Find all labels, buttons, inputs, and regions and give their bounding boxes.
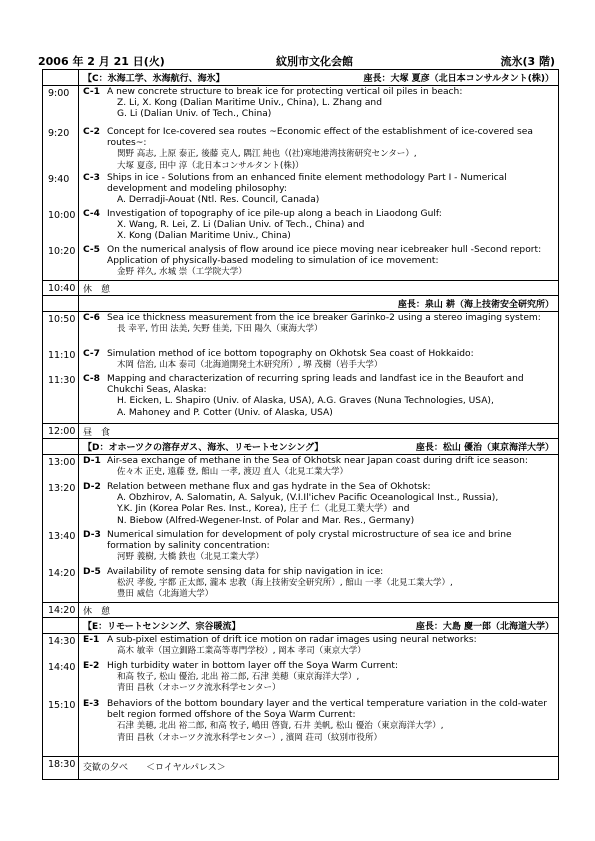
paper-authors: H. Eicken, L. Shapiro (Univ. of Alaska, USA), A.G. Graves (Nuna Technologies, USA), [117, 396, 494, 407]
paper-slot [43, 373, 558, 423]
paper-title: Investigation of topography of ice pile-up along a beach in Liaodong Gulf: [107, 209, 442, 219]
session-band [43, 295, 558, 312]
slot-time: 10:50 [43, 312, 79, 348]
paper-title: Concept for Ice-covered sea routes ~Economic effect of the establishment of ice-covered sea routes~: [107, 127, 533, 149]
session-title: 【C：氷海工学、氷海航行、海氷】 [83, 74, 225, 84]
slot-time: 14:40 [43, 660, 79, 698]
paper-title: A sub-pixel estimation of drift ice motion on radar images using neural networks: [107, 635, 477, 645]
paper-title: Behaviors of the bottom boundary layer and the vertical temperature variation in the cold-water belt region formed offshore of the Soya Warm Current: [107, 699, 547, 721]
paper-code: C-4 [83, 209, 100, 219]
break-time: 12:00 [43, 424, 79, 438]
paper-code: C-8 [83, 374, 100, 384]
paper-authors: 金野 祥久, 水城 崇（工学院大学） [117, 267, 247, 278]
paper-slot [43, 481, 558, 529]
paper-title: Air-sea exchange of methane in the Sea of Okhotsk near Japan coast during drift ice season: [107, 456, 528, 466]
paper-code: C-3 [83, 173, 100, 183]
paper-authors: 長 幸平, 竹田 法美, 矢野 佳美, 下田 陽久（東海大学） [117, 324, 323, 335]
slot-time: 13:40 [43, 529, 79, 566]
break-row [43, 280, 558, 295]
paper-code: C-6 [83, 313, 100, 323]
paper-slot [43, 698, 558, 756]
paper-code: E-1 [83, 635, 100, 645]
paper-slot [43, 86, 558, 126]
paper-authors: 大塚 夏彦, 田中 淳（北日本コンサルタント(株)） [117, 160, 304, 171]
paper-title: Relation between methane flux and gas hydrate in the Sea of Okhotsk: [107, 482, 431, 492]
paper-title: Mapping and characterization of recurring spring leads and landfast ice in the Beaufort and Chukchi Seas, Alaska: [107, 374, 524, 396]
paper-code: D-5 [83, 567, 101, 577]
paper-slot [43, 348, 558, 373]
slot-time: 13:00 [43, 455, 79, 481]
event-date: 2006 年 2 月 21 日(火) [38, 55, 165, 68]
paper-title: High turbidity water in bottom layer off the Soya Warm Current: [107, 661, 399, 671]
paper-authors: 木岡 信治, 山本 泰司（北海道開発土木研究所）, 堺 茂樹（岩手大学） [117, 360, 383, 371]
slot-time: 15:10 [43, 698, 79, 756]
paper-title: A new concrete structure to break ice for protecting vertical oil piles in beach: [107, 87, 463, 97]
paper-slot [43, 529, 558, 566]
paper-code: E-2 [83, 661, 100, 671]
schedule-table [42, 69, 559, 780]
session-band [43, 70, 558, 86]
session-band [43, 617, 558, 634]
slot-time: 14:30 [43, 634, 79, 660]
slot-time: 11:30 [43, 373, 79, 423]
paper-authors: 河野 義樹, 大橋 鉄也（北見工業大学） [117, 552, 264, 563]
paper-code: C-7 [83, 349, 100, 359]
session-chair: 座長：泉山 耕（海上技術安全研究所） [397, 300, 554, 310]
slot-time: 9:40 [43, 172, 79, 208]
break-time: 14:20 [43, 603, 79, 617]
slot-time: 9:20 [43, 126, 79, 172]
slot-time: 13:20 [43, 481, 79, 529]
paper-slot [43, 660, 558, 698]
session-chair: 座長：松山 優治（東京海洋大学） [415, 443, 554, 453]
break-row [43, 602, 558, 617]
paper-authors: 和高 牧子, 松山 優治, 北出 裕二郎, 石津 美穂（東京海洋大学）, [117, 672, 360, 683]
slot-time: 10:20 [43, 244, 79, 280]
paper-code: D-2 [83, 482, 101, 492]
paper-authors: 松沢 孝俊, 宇都 正太郎, 瀧本 忠教（海上技術安全研究所）, 館山 一孝（北見工業大学）, [117, 578, 453, 589]
paper-code: D-1 [83, 456, 101, 466]
paper-slot [43, 208, 558, 244]
paper-authors: 佐々木 正史, 遠藤 登, 館山 一孝, 渡辺 直人（北見工業大学） [117, 467, 349, 478]
paper-authors: 関野 高志, 上原 泰正, 後藤 克人, 隅江 純也（(社)寒地港湾技術研究センター）, [117, 149, 417, 160]
session-title: 【D：オホーツクの溶存ガス、海氷、リモートセンシング】 [83, 443, 324, 453]
paper-slot [43, 566, 558, 602]
session-chair: 座長：大島 慶一郎（北海道大学） [415, 622, 554, 632]
break-row [43, 423, 558, 438]
paper-code: E-3 [83, 699, 100, 709]
paper-authors: Y.K. Jin (Korea Polar Res. Inst., Korea), 庄子 仁（北見工業大学）and [117, 504, 410, 515]
paper-title: Ships in ice - Solutions from an enhanced finite element methodology Part I - Numerical development and modeling philosophy: [107, 173, 507, 195]
session-title: 【E：リモートセンシング、宗谷暖流】 [83, 622, 241, 632]
break-label: 休 憩 [83, 607, 111, 617]
paper-authors: 高木 敏幸（国立釧路工業高等専門学校）, 岡本 孝司（東京大学） [117, 646, 366, 657]
paper-slot [43, 312, 558, 348]
paper-slot [43, 126, 558, 172]
banquet-label: 交歓の夕べ ＜ロイヤルパレス＞ [83, 763, 226, 773]
paper-authors: G. Li (Dalian Univ. of Tech., China) [117, 109, 272, 120]
paper-authors: X. Wang, R. Lei, Z. Li (Dalian Univ. of Tech., China) and [117, 220, 365, 231]
paper-authors: Z. Li, X. Kong (Dalian Maritime Univ., China), L. Zhang and [117, 98, 382, 109]
break-label: 休 憩 [83, 285, 111, 295]
break-time: 10:40 [43, 281, 79, 295]
slot-time: 9:00 [43, 86, 79, 126]
break-time: 18:30 [43, 757, 79, 779]
venue-name: 紋別市文化会館 [276, 55, 353, 68]
paper-slot [43, 244, 558, 280]
paper-code: C-1 [83, 87, 100, 97]
slot-time: 11:10 [43, 348, 79, 373]
paper-authors: 豊田 威信（北海道大学） [117, 589, 214, 600]
session-chair: 座長：大塚 夏彦（北日本コンサルタント(株)） [363, 74, 554, 84]
paper-authors: 石津 美穂, 北出 裕二郎, 和高 牧子, 嶋田 啓資, 石井 美帆, 松山 優治（東京海洋大学）, [117, 721, 444, 732]
session-band [43, 438, 558, 455]
paper-title: Simulation method of ice bottom topography on Okhotsk Sea coast of Hokkaido: [107, 349, 474, 359]
paper-authors: 青田 昌秋（オホーツク流氷科学センター） [117, 683, 281, 694]
paper-title: Sea ice thickness measurement from the ice breaker Garinko-2 using a stereo imaging system: [107, 313, 541, 323]
paper-slot [43, 455, 558, 481]
paper-authors: N. Biebow (Alfred-Wegener-Inst. of Polar and Mar. Res., Germany) [117, 515, 415, 526]
paper-title: On the numerical analysis of flow around ice piece moving near icebreaker hull -Second report: Application of physically-based modeling to simulation of ice movement: [107, 245, 542, 267]
paper-authors: A. Derradji-Aouat (Ntl. Res. Council, Canada) [117, 195, 320, 206]
paper-slot [43, 634, 558, 660]
room-name: 流氷(3 階) [500, 55, 555, 68]
paper-code: C-5 [83, 245, 100, 255]
page-header [36, 53, 559, 69]
slot-time: 14:20 [43, 566, 79, 602]
paper-code: C-2 [83, 127, 100, 137]
slot-time: 10:00 [43, 208, 79, 244]
paper-slot [43, 172, 558, 208]
paper-authors: A. Mahoney and P. Cotter (Univ. of Alaska, USA) [117, 407, 333, 418]
paper-authors: X. Kong (Dalian Maritime Univ., China) [117, 231, 291, 242]
paper-authors: 青田 昌秋（オホーツク流氷科学センター）, 濱岡 荘司（紋別市役所） [117, 732, 383, 743]
paper-authors: A. Obzhirov, A. Salomatin, A. Salyuk, (V.I.Il'ichev Pacific Oceanological Inst., Russia), [117, 493, 499, 504]
break-row [43, 756, 558, 779]
paper-title: Numerical simulation for development of poly crystal microstructure of sea ice and brine formation by salinity concentration: [107, 530, 512, 552]
break-label: 昼 食 [83, 428, 111, 438]
paper-code: D-3 [83, 530, 101, 540]
paper-title: Availability of remote sensing data for ship navigation in ice: [107, 567, 384, 577]
